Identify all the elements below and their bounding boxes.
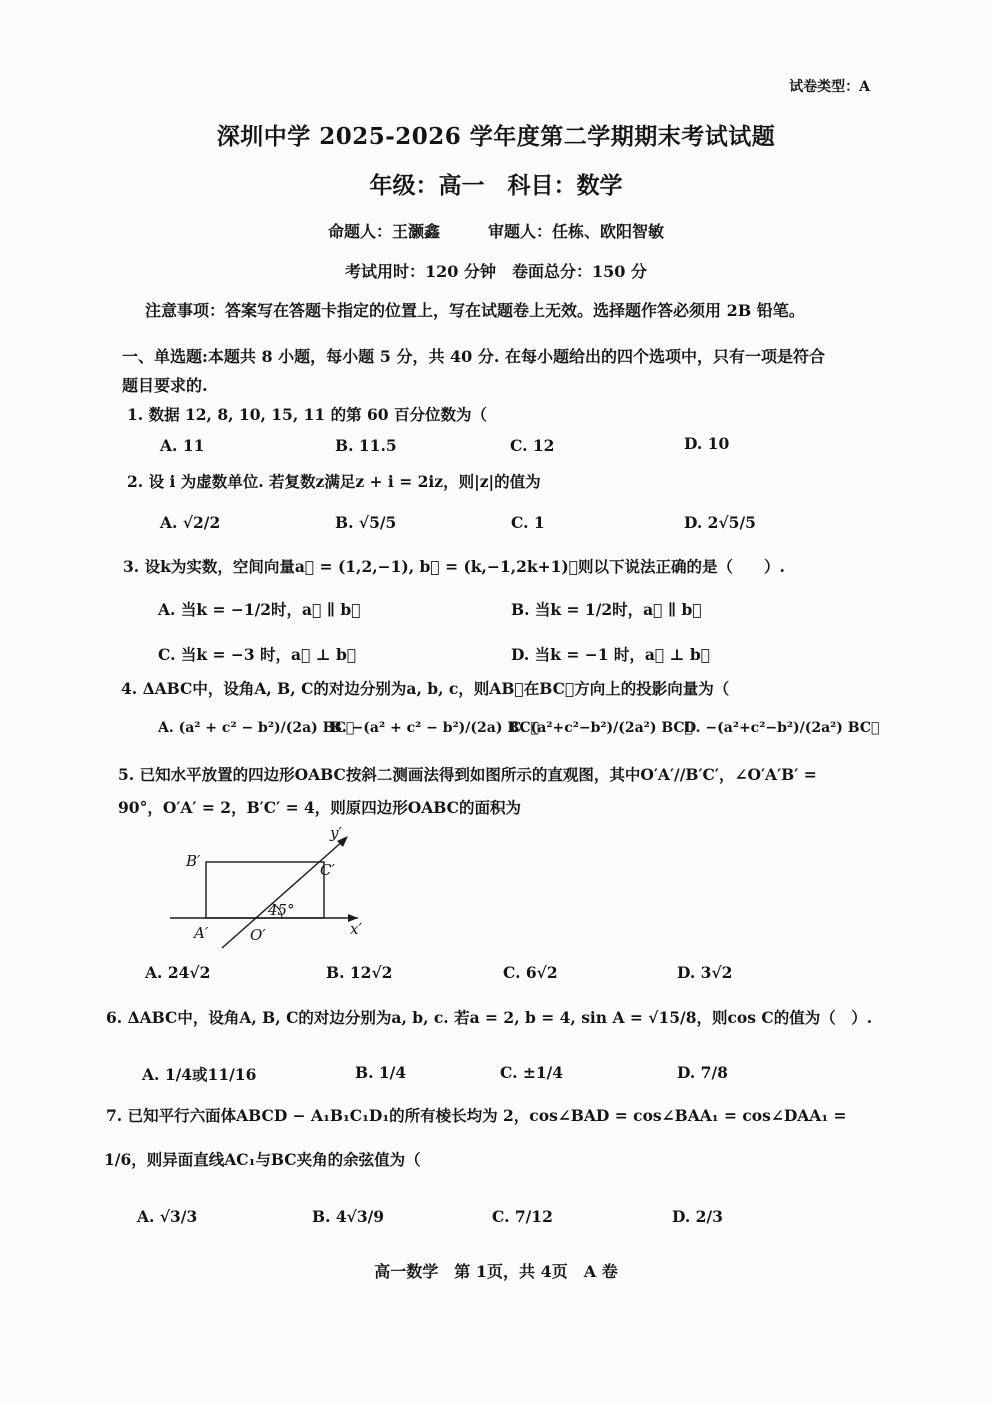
q5-label-a: A′	[194, 924, 209, 942]
page-footer: 高一数学 第 1页，共 4页 A 卷	[374, 1262, 618, 1281]
question-6-stem: 6. ΔABC中，设角A, B, C的对边分别为a, b, c. 若a = 2, b = 4, sin A = √15/8，则cos C的值为（ ）.	[106, 1008, 873, 1027]
question-3-stem: 3. 设k为实数，空间向量a⃗ = (1,2,−1), b⃗ = (k,−1,2k+1)，则以下说法正确的是（ ）.	[123, 557, 785, 576]
section-heading-line1: 一、单选题:本题共 8 小题，每小题 5 分，共 40 分. 在每小题给出的四个选项中，只有一项是符合	[122, 347, 826, 366]
q6-option-d: D. 7/8	[677, 1063, 728, 1082]
q1-option-a: A. 11	[160, 436, 205, 455]
q5-figure	[160, 820, 380, 950]
q6-option-a: A. 1/4或11/16	[142, 1065, 257, 1084]
question-5-stem-line2: 90°，O′A′ = 2，B′C′ = 4，则原四边形OABC的面积为	[118, 798, 522, 817]
notice-line: 注意事项：答案写在答题卡指定的位置上，写在试题卷上无效。选择题作答必须用 2B 铅笔。	[145, 301, 805, 320]
q5-label-y: y′	[330, 824, 342, 842]
q4-option-b: B. −(a² + c² − b²)/(2a) BC⃗	[330, 720, 539, 736]
section-heading-line2: 题目要求的.	[122, 376, 208, 395]
question-5-stem-line1: 5. 已知水平放置的四边形OABC按斜二测画法得到如图所示的直观图，其中O′A′//B′C′，∠O′A′B′ =	[118, 765, 817, 784]
q5-label-c: C′	[320, 861, 335, 879]
q5-label-b: B′	[186, 852, 201, 870]
q7-option-d: D. 2/3	[672, 1207, 723, 1226]
question-1-stem: 1. 数据 12, 8, 10, 15, 11 的第 60 百分位数为（	[127, 405, 487, 424]
q1-option-c: C. 12	[510, 436, 555, 455]
question-7-stem-line1: 7. 已知平行六面体ABCD − A₁B₁C₁D₁的所有棱长均为 2，cos∠BAD = cos∠BAA₁ = cos∠DAA₁ =	[106, 1106, 847, 1125]
q3-option-c: C. 当k = −3 时，a⃗ ⊥ b⃗	[158, 645, 357, 664]
q5-label-x: x′	[350, 920, 362, 938]
paper-type-label: 试卷类型：A	[789, 79, 870, 95]
q5-option-b: B. 12√2	[326, 963, 393, 982]
q5-y-axis	[222, 840, 344, 948]
question-7-stem-line2: 1/6，则异面直线AC₁与BC夹角的余弦值为（	[104, 1150, 421, 1169]
q5-label-angle: 45°	[268, 901, 295, 919]
q2-option-a: A. √2/2	[160, 513, 221, 532]
q1-option-d: D. 10	[684, 434, 730, 453]
q6-option-c: C. ±1/4	[500, 1063, 564, 1082]
q5-label-o: O′	[250, 926, 266, 944]
q3-option-b: B. 当k = 1/2时，a⃗ ∥ b⃗	[511, 600, 702, 619]
exam-subtitle: 年级：高一 科目：数学	[369, 172, 623, 199]
time-score-line: 考试用时：120 分钟 卷面总分：150 分	[345, 262, 647, 281]
q3-option-a: A. 当k = −1/2时，a⃗ ∥ b⃗	[158, 600, 361, 619]
q1-option-b: B. 11.5	[335, 436, 397, 455]
exam-title: 深圳中学 2025-2026 学年度第二学期期末考试试题	[216, 123, 776, 150]
q7-option-c: C. 7/12	[492, 1207, 553, 1226]
q5-option-c: C. 6√2	[503, 963, 558, 982]
question-4-stem: 4. ΔABC中，设角A, B, C的对边分别为a, b, c，则AB⃗在BC⃗方向上的投影向量为（	[121, 679, 730, 698]
q7-option-a: A. √3/3	[137, 1207, 198, 1226]
q4-option-c: C. (a²+c²−b²)/(2a²) BC⃗	[510, 720, 693, 736]
q7-option-b: B. 4√3/9	[312, 1207, 385, 1226]
q6-option-b: B. 1/4	[355, 1063, 407, 1082]
q5-option-d: D. 3√2	[677, 963, 733, 982]
q5-option-a: A. 24√2	[145, 963, 211, 982]
q2-option-b: B. √5/5	[335, 513, 397, 532]
q2-option-d: D. 2√5/5	[684, 513, 756, 532]
q4-option-d: D. −(a²+c²−b²)/(2a²) BC⃗	[684, 720, 880, 736]
q2-option-c: C. 1	[511, 513, 545, 532]
authors-line: 命题人：王灏鑫 审题人：任栋、欧阳智敏	[327, 222, 664, 241]
q3-option-d: D. 当k = −1 时，a⃗ ⊥ b⃗	[511, 645, 711, 664]
q4-option-a: A. (a² + c² − b²)/(2a) BC⃗	[158, 720, 355, 736]
question-2-stem: 2. 设 i 为虚数单位. 若复数z满足z + i = 2iz，则|z|的值为	[127, 472, 541, 491]
